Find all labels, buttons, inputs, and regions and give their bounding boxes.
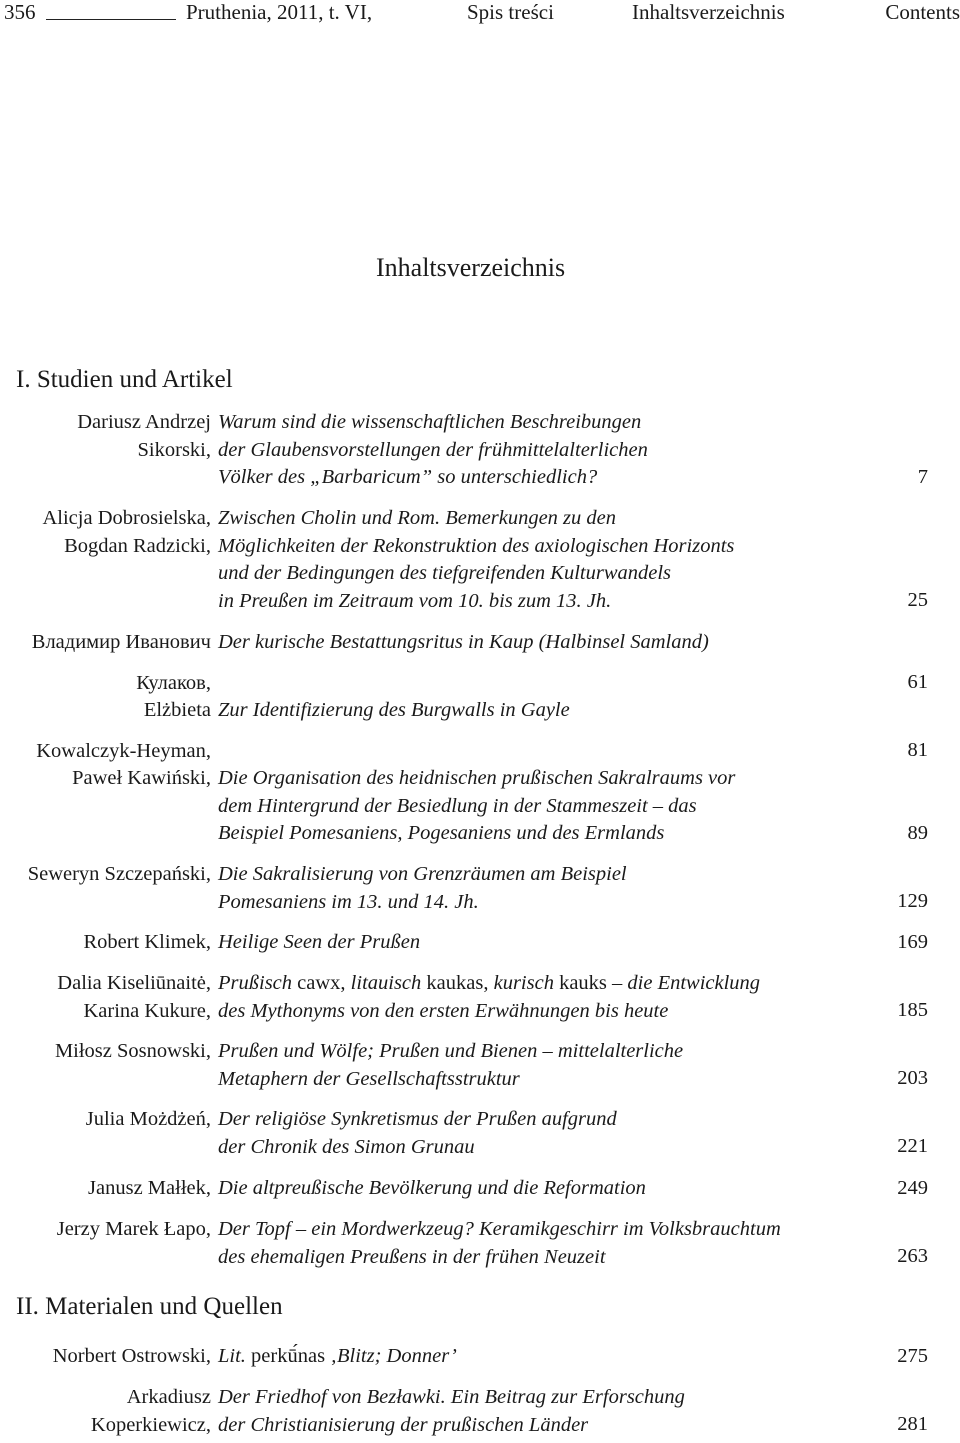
- header-rule: [46, 19, 176, 20]
- entry-title: Prußisch cawx, litauisch kaukas, kurisch kauks – die Entwicklung des Mythonyms von den ersten Erwähnungen bis heute: [218, 972, 761, 1022]
- entry-page: 7: [917, 466, 928, 488]
- entry-title: Zwischen Cholin und Rom. Bemerkungen zu den Möglichkeiten der Rekonstruktion des axiologischen Horizonts und der Bedingungen des tiefgreifenden Kulturwandels in Preußen im Zeitraum vom 10. bis zum 13. Jh.: [218, 507, 735, 612]
- entry-page: 25: [907, 589, 928, 611]
- entry-author: Julia Możdżeń,: [85, 1108, 211, 1130]
- entry-page: 129: [897, 890, 928, 912]
- entry-author: Janusz Małłek,: [88, 1177, 211, 1199]
- entry-page: 185: [897, 999, 928, 1021]
- running-title: Pruthenia, 2011, t. VI,: [186, 0, 373, 24]
- entry-author: Robert Klimek,: [83, 931, 211, 953]
- entry-author: Norbert Ostrowski,: [52, 1345, 211, 1367]
- entry-author: Seweryn Szczepański,: [27, 863, 211, 885]
- entry-page: 249: [897, 1177, 928, 1199]
- section-heading-1: I. Studien und Artikel: [16, 366, 233, 393]
- entry-page: 263: [897, 1245, 928, 1267]
- entry-author: Владимир Иванович Кулаков,: [31, 631, 211, 694]
- page-title: Inhaltsverzeichnis: [376, 253, 566, 282]
- entry-author: Miłosz Sosnowski,: [54, 1040, 211, 1062]
- entry-page: 281: [897, 1413, 928, 1435]
- entry-page: 275: [897, 1345, 928, 1367]
- entry-title: Der Topf – ein Mordwerkzeug? Keramikgeschirr im Volksbrauchtum des ehemaligen Preußens in der frühen Neuzeit: [218, 1218, 781, 1268]
- entry-title: Der religiöse Synkretismus der Prußen aufgrund der Chronik des Simon Grunau: [218, 1108, 617, 1158]
- entry-author: Dalia Kiseliūnaitė, Karina Kukure,: [57, 972, 211, 1022]
- section-heading-2: II. Materialen und Quellen: [16, 1293, 283, 1320]
- entry-title: Die altpreußische Bevölkerung und die Reformation: [218, 1177, 646, 1199]
- entry-page: 221: [897, 1135, 928, 1157]
- entry-author: Dariusz Andrzej Sikorski,: [77, 411, 211, 461]
- entry-author: Jerzy Marek Łapo,: [56, 1218, 211, 1240]
- entry-title: Heilige Seen der Prußen: [218, 931, 421, 953]
- header-contents: Contents: [885, 0, 960, 24]
- entry-page: 81: [907, 739, 928, 761]
- entry-title: Lit. perkū́nas ‚Blitz; Donner’: [218, 1345, 457, 1367]
- entry-page: 89: [907, 822, 928, 844]
- entry-author: Alicja Dobrosielska, Bogdan Radzicki,: [42, 507, 211, 557]
- entry-title: Die Organisation des heidnischen prußischen Sakralraums vor dem Hintergrund der Besiedlung in der Stammeszeit – das Beispiel Pomesaniens, Pogesaniens und des Ermlands: [218, 767, 736, 844]
- entry-title: Prußen und Wölfe; Prußen und Bienen – mittelalterliche Metaphern der Gesellschaftsstruktur: [218, 1040, 684, 1090]
- entry-page: 203: [897, 1067, 928, 1089]
- entry-author: Elżbieta Kowalczyk-Heyman,: [36, 699, 211, 762]
- running-header: [0, 0, 960, 24]
- entry-page: 169: [897, 931, 928, 953]
- entry-title: Der kurische Bestattungsritus in Kaup (Halbinsel Samland): [218, 631, 709, 653]
- entry-title: Der Friedhof von Bezławki. Ein Beitrag zur Erforschung der Christianisierung der prußischen Länder: [218, 1386, 685, 1436]
- entry-title: Die Sakralisierung von Grenzräumen am Beispiel Pomesaniens im 13. und 14. Jh.: [218, 863, 627, 913]
- entry-title: Zur Identifizierung des Burgwalls in Gayle: [218, 699, 570, 721]
- entry-author: Paweł Kawiński,: [72, 767, 211, 789]
- header-spis: Spis treści: [467, 0, 554, 24]
- page-number: 356: [4, 0, 36, 24]
- entry-page: 61: [907, 671, 928, 693]
- entry-author: Arkadiusz Koperkiewicz,: [90, 1386, 211, 1436]
- header-inhalts: Inhaltsverzeichnis: [632, 0, 785, 24]
- entry-title: Warum sind die wissenschaftlichen Beschreibungen der Glaubensvorstellungen der frühmittelalterlichen Völker des „Barbaricum” so unterschiedlich?: [218, 411, 648, 488]
